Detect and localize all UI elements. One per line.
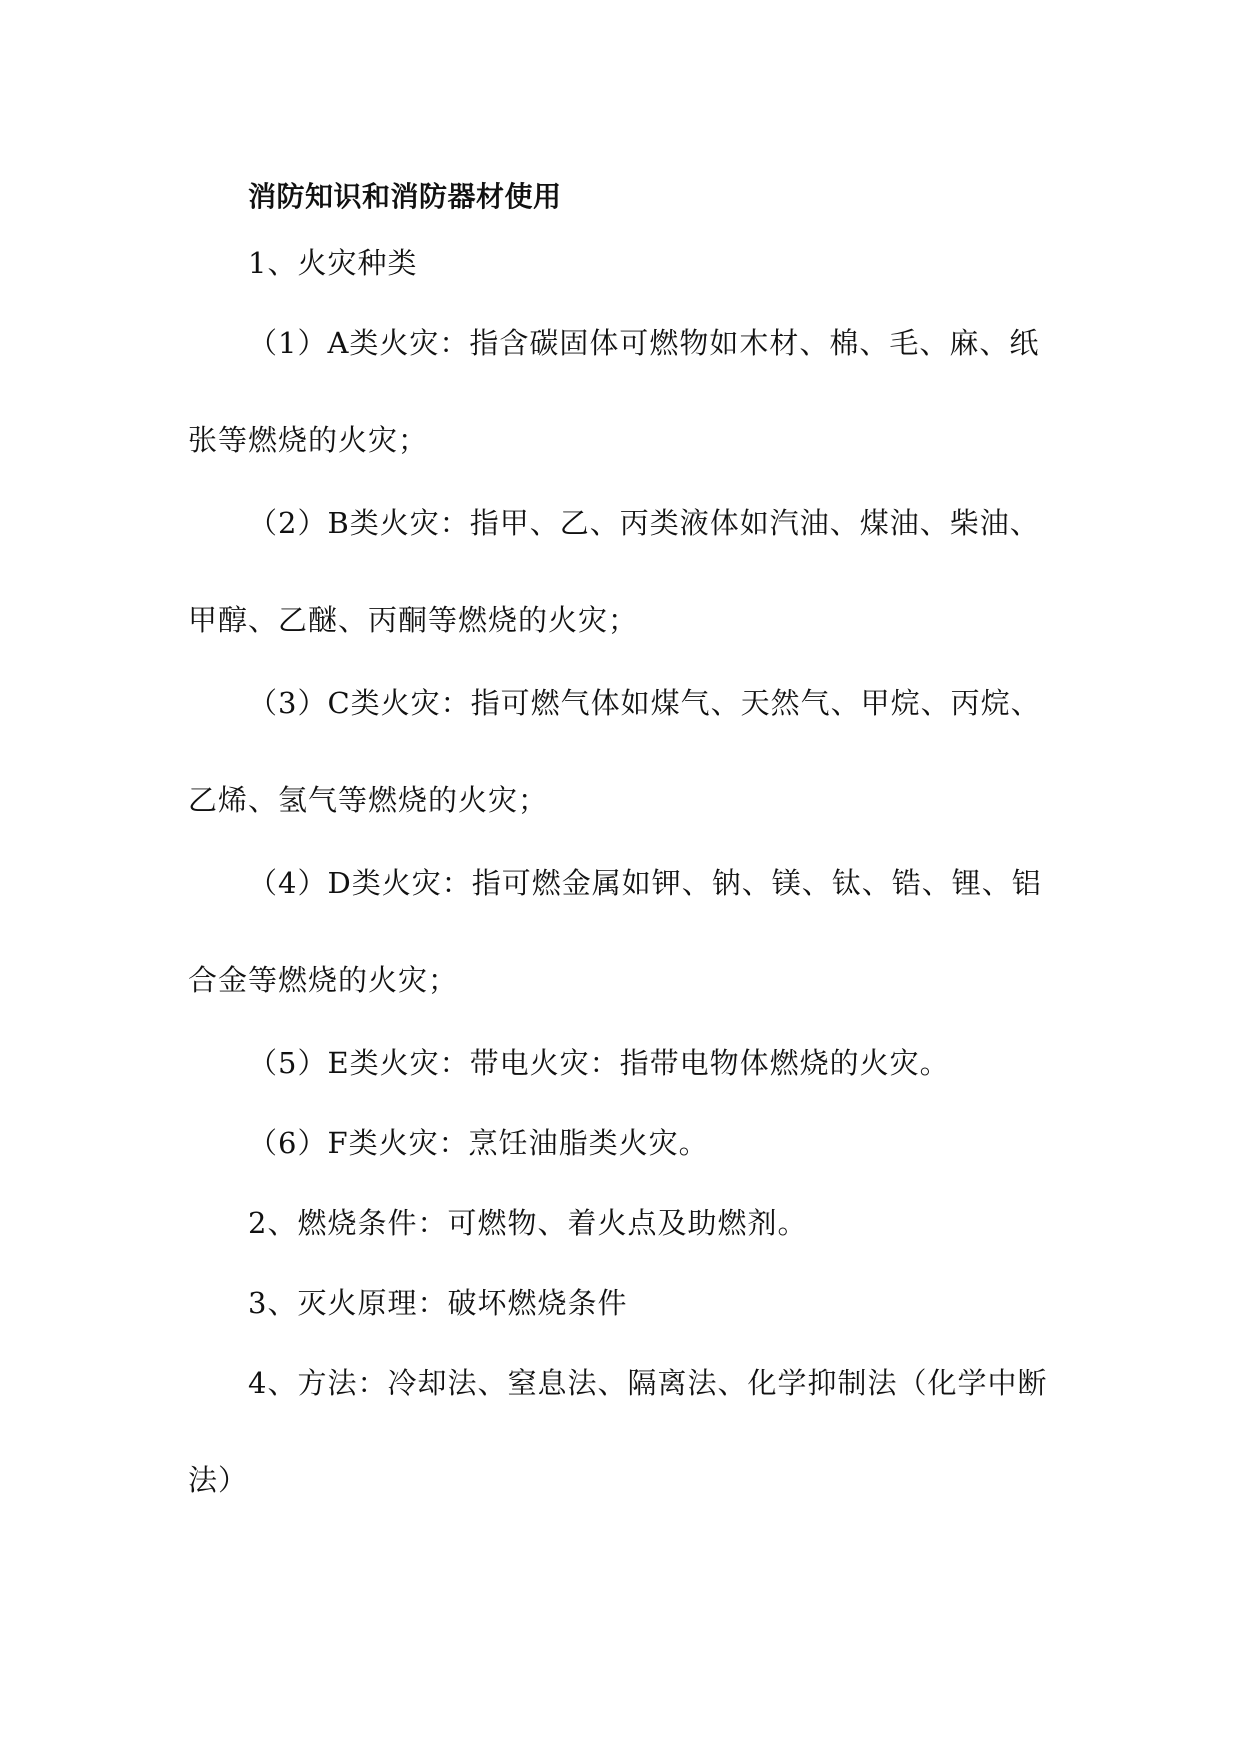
fire-type-d-line2: 合金等燃烧的火灾； bbox=[188, 963, 459, 997]
section-4-methods-line1: 4、方法：冷却法、窒息法、隔离法、化学抑制法（化学中断 bbox=[248, 1366, 1048, 1400]
fire-type-e: （5）E类火灾：带电火灾：指带电物体燃烧的火灾。 bbox=[248, 1046, 950, 1080]
document-title: 消防知识和消防器材使用 bbox=[248, 180, 562, 213]
fire-type-b-line2: 甲醇、乙醚、丙酮等燃烧的火灾； bbox=[188, 603, 639, 637]
section-3-extinguishing-principle: 3、灭火原理：破坏燃烧条件 bbox=[248, 1286, 628, 1320]
fire-type-c-line2: 乙烯、氢气等燃烧的火灾； bbox=[188, 783, 549, 817]
fire-type-d-line1: （4）D类火灾：指可燃金属如钾、钠、镁、钛、锆、锂、铝 bbox=[248, 866, 1042, 900]
section-1-heading: 1、火灾种类 bbox=[248, 246, 418, 280]
section-4-methods-line2: 法） bbox=[188, 1463, 249, 1497]
fire-type-a-line2: 张等燃烧的火灾； bbox=[188, 423, 429, 457]
fire-type-f: （6）F类火灾：烹饪油脂类火灾。 bbox=[248, 1126, 709, 1160]
fire-type-a-line1: （1）A类火灾：指含碳固体可燃物如木材、棉、毛、麻、纸 bbox=[248, 326, 1040, 360]
section-2-combustion-conditions: 2、燃烧条件：可燃物、着火点及助燃剂。 bbox=[248, 1206, 808, 1240]
fire-type-c-line1: （3）C类火灾：指可燃气体如煤气、天然气、甲烷、丙烷、 bbox=[248, 686, 1041, 720]
fire-type-b-line1: （2）B类火灾：指甲、乙、丙类液体如汽油、煤油、柴油、 bbox=[248, 506, 1040, 540]
